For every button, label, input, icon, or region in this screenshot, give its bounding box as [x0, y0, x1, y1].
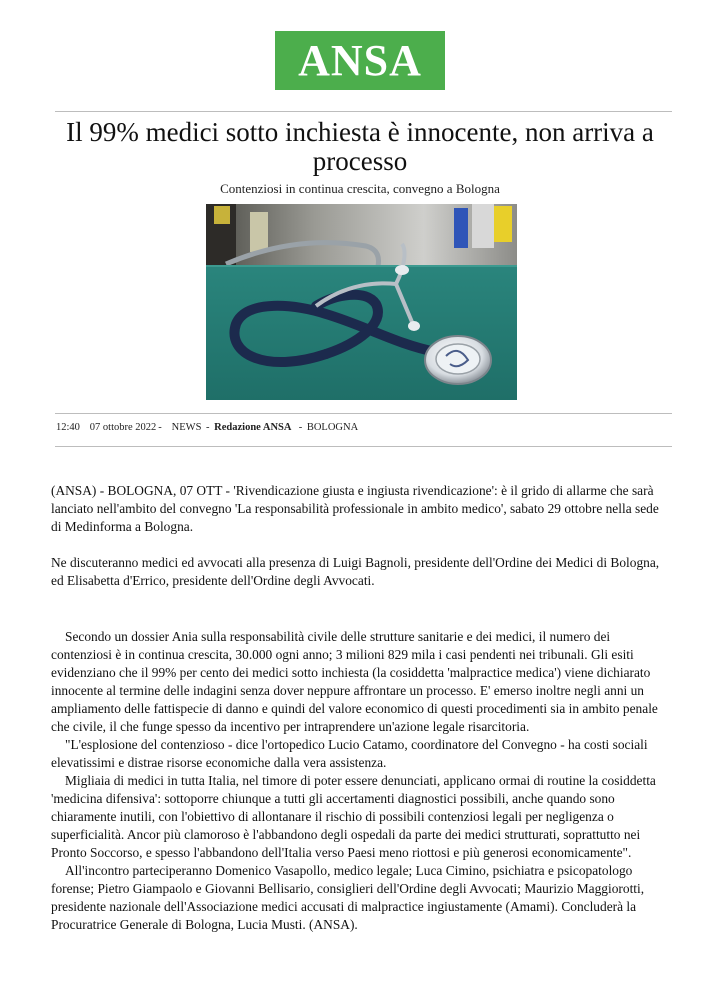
paragraph-4: "L'esplosione del contenzioso - dice l'ortopedico Lucio Catamo, coordinatore del Convegno - ha costi sociali elevatissimi e distrae risorse economiche dalla vera assistenza. [51, 737, 648, 770]
meta-bottom-divider [55, 446, 672, 447]
paragraph-3: Secondo un dossier Ania sulla responsabilità civile delle strutture sanitarie e dei medici, il numero dei contenziosi è in continua crescita, 30.000 ogni anno; 3 milioni 829 mila i casi pendenti nei tribunali. Gli esiti evidenziano che il 99% per cento dei medici sotto inchiesta (la cosiddetta 'malpractice medica') viene dichiarato innocente al termine delle indagini senza dover neppure affrontare un processo. E' emerso inoltre negli anni un ampliamento delle fattispecie di danno e quindi del valore economico di questi procedimenti sia in ambito penale che civile, il che funge spesso da incentivo per intraprendere un'azione legale risarcitoria. [51, 629, 658, 734]
header-divider [55, 111, 672, 112]
logo-text: ANSA [298, 35, 422, 85]
paragraph-6: All'incontro parteciperanno Domenico Vasapollo, medico legale; Luca Cimino, psichiatra e psicopatologo forense; Pietro Giampaolo e Giovanni Bellisario, consiglieri dell'Ordine degli Avvocati; Maurizio Maggiorotti, presidente nazionale dell'Associazione medici accusati di malpractice ingiustamente (Amami). Concluderà la Procuratrice Generale di Bologna, Lucia Musti. (ANSA). [51, 863, 645, 932]
meta-time: 12:40 [56, 422, 80, 433]
article-title: Il 99% medici sotto inchiesta è innocente, non arriva a processo [66, 117, 654, 176]
paragraph-2: Ne discuteranno medici ed avvocati alla presenza di Luigi Bagnoli, presidente dell'Ordine dei Medici di Bologna, ed Elisabetta d'Errico, presidente dell'Ordine degli Avvocati. [51, 555, 660, 588]
article-meta: 12:40 07 ottobre 2022 - NEWS - Redazione ANSA - BOLOGNA [56, 422, 359, 433]
ansa-logo[interactable] [275, 31, 445, 90]
paragraph-5: Migliaia di medici in tutta Italia, nel timore di poter essere denunciati, applicano ormai di routine la cosiddetta 'medicina difensiva': sottoporre chiunque a tutti gli accertamenti diagnostici possibili, anche quando sono chiaramente inutili, con l'obiettivo di allontanare il rischio di possibili contenziosi legali per negligenza o superficialità. Ancor più clamoroso è l'abbandono degli ospedali da parte dei medici strutturati, soprattutto nei Pronto Soccorso, e spesso l'abbandono dell'Italia verso Paesi meno riottosi e più generosi economicamente". [51, 773, 656, 860]
article-body [51, 482, 671, 536]
stethoscope-photo [206, 204, 517, 400]
paragraph-1: (ANSA) - BOLOGNA, 07 OTT - 'Rivendicazione giusta e ingiusta rivendicazione': è il grido di allarme che sarà lanciato nell'ambito del convegno 'La responsabilità professionale in ambito medico', sabato 29 ottobre nella sede di Medinforma a Bologna. [51, 483, 659, 534]
article-subtitle: Contenziosi in continua crescita, convegno a Bologna [220, 181, 500, 196]
meta-top-divider [55, 413, 672, 414]
meta-section[interactable]: NEWS [171, 422, 202, 433]
meta-location: BOLOGNA [306, 422, 359, 433]
meta-date: 07 ottobre 2022 [89, 422, 157, 433]
meta-author: Redazione ANSA [214, 422, 292, 433]
